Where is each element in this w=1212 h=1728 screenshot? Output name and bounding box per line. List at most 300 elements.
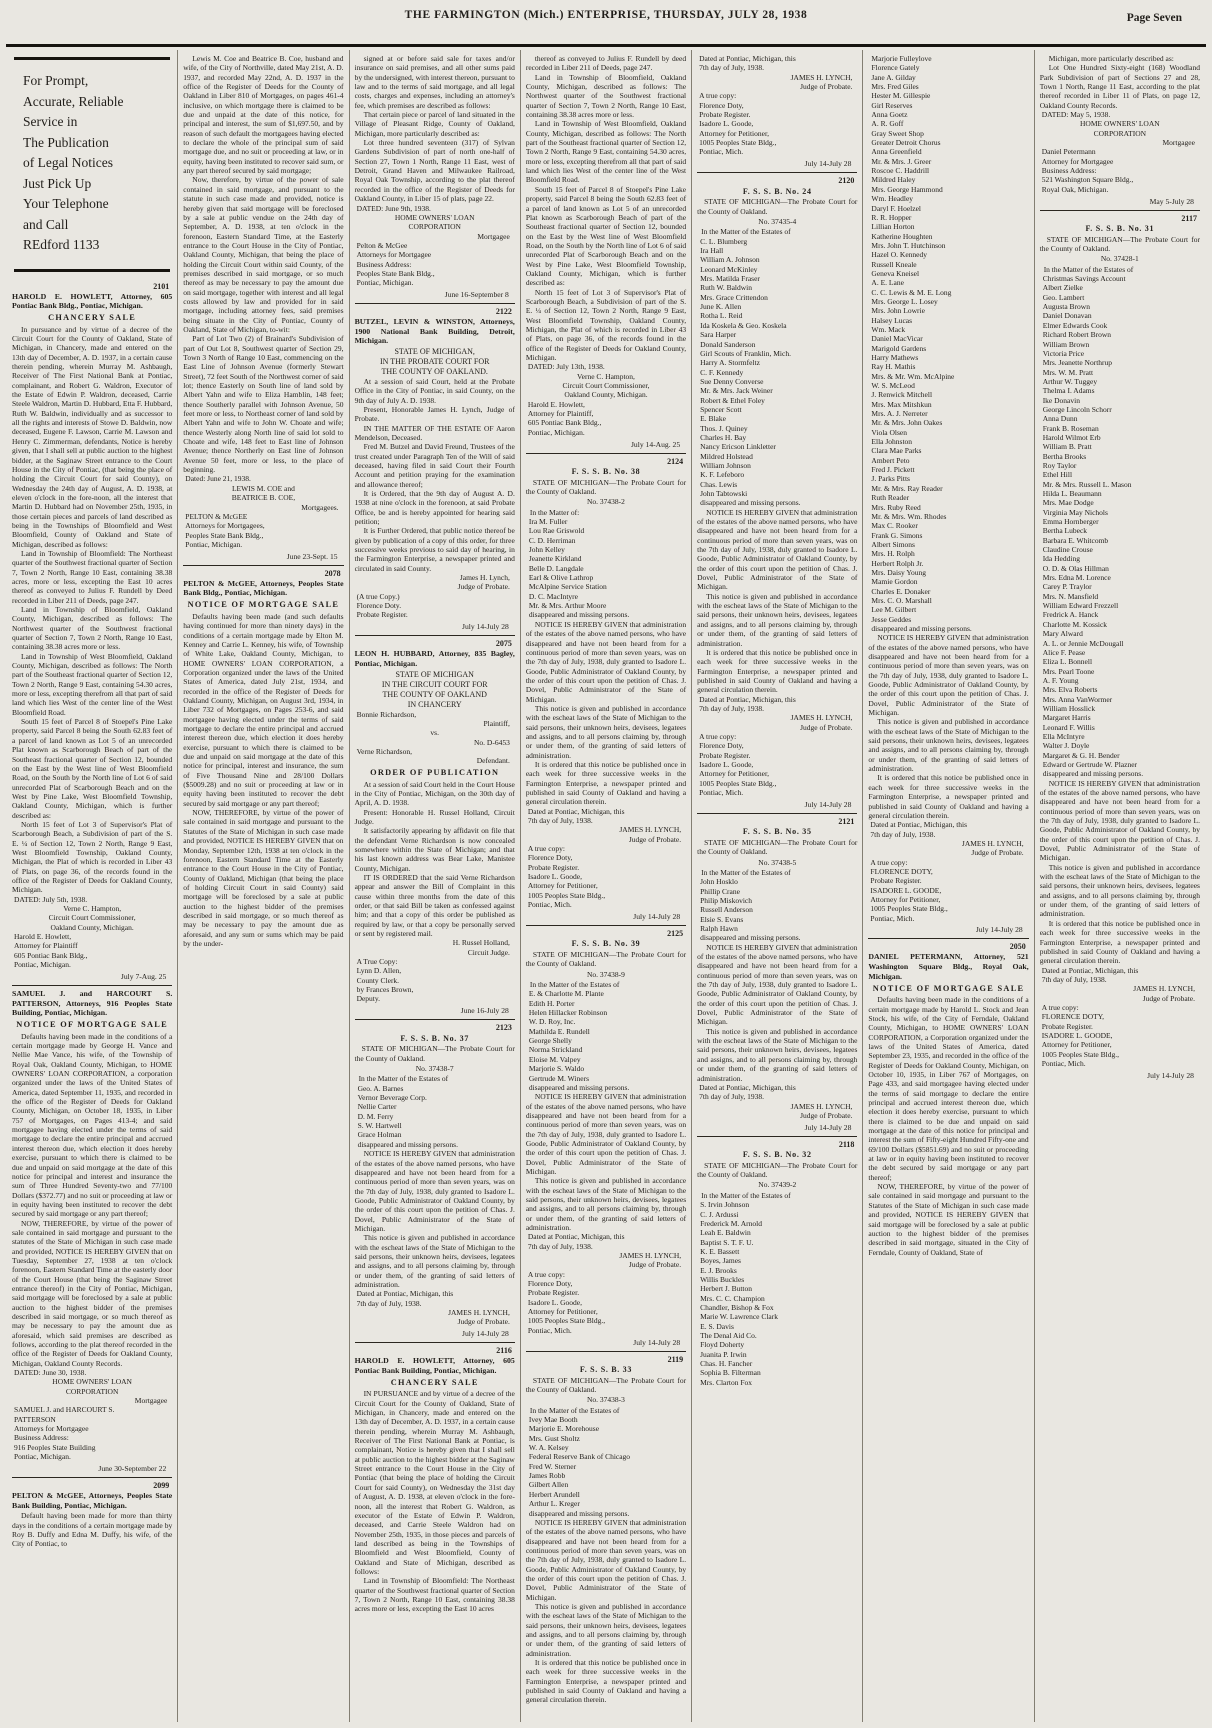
estate-name: Mrs. H. Rolph xyxy=(871,549,915,559)
estate-name: Daniel Donavan xyxy=(1042,311,1092,321)
legal-paragraph: At a session of said Court, held at the Probate Office in the City of Pontiac, in said County, on the 9th day of July A. D. 1938. xyxy=(354,376,515,405)
estate-name: Leonard F. Willis xyxy=(1042,722,1095,732)
signature-line: Circuit Judge. xyxy=(467,947,510,957)
estate-name: Elsie S. Evans xyxy=(700,914,744,924)
run-date: June 16-September 8 xyxy=(444,290,509,300)
legal-paragraph: It is ordered that this notice be published once in each week for three successive weeks in the Farmington Enterprise, a newspaper printed and published in said County of Oakland and having a general circulation therein. xyxy=(1039,918,1200,966)
estate-name: Mr. & Mrs. Jack Weiner xyxy=(700,386,773,396)
estate-list-intro: In the Matter of the Estates of xyxy=(529,1405,620,1415)
signature-line: A true copy: xyxy=(1041,1002,1079,1012)
estate-name: Jane A. Gilday xyxy=(871,72,916,82)
estate-name: A. R. Goff xyxy=(871,119,904,129)
signature-line: Pontiac, Michigan. xyxy=(527,427,585,437)
estate-name: C. L. Blumberg xyxy=(700,236,748,246)
attorney-byline: HAROLD E. HOWLETT, Attorney, 605 Pontiac Bank Building, Pontiac, Michigan. xyxy=(354,1356,515,1375)
estate-name: Geneva Kneisel xyxy=(871,268,920,278)
signature-line: HOME OWNERS' LOAN xyxy=(52,1377,132,1387)
notice-docket-title: F. S. S. B. No. 31 xyxy=(1085,224,1155,234)
signature-line: Dated at Pontiac, Michigan, this xyxy=(356,1289,454,1299)
signature-line: A true copy: xyxy=(699,731,737,741)
estate-name: Mr. & Mrs. Ray Reader xyxy=(871,483,943,493)
notice-docket-title: F. S. S. B. No. 38 xyxy=(571,467,641,477)
legal-paragraph: Part of Lot Two (2) of Brainard's Subdivision of part of Out Lot 8, Southwest quarter of Section 29, Town 3 North of Range 10 East, commencing on the East Line of Johnson Avenue (formerly Stewart Street), 72 feet South of the Northwest corner of said lot; thence Easterly on South line of land sold by Albert Yahn and wife to Eliza Hamblin, 148 feet; thence Southerly parallel with Johnson Avenue, 50 feet more or less, to Northeast corner of land sold by Albert Yahn and wife to John W. Choate and wife; thence Westerly along North line of said lot sold to Choate and wife, 148 feet to East line of Johnson Avenue; thence Northerly on East line of Johnson Avenue 50 feet, more or less, to the place of beginning. xyxy=(183,334,344,475)
run-date: July 14-July 28 xyxy=(804,159,852,169)
estate-name: McAlpine Service Station xyxy=(528,582,607,592)
section-rule xyxy=(697,1136,857,1137)
legal-paragraph: Defaults having been made (and such defaults having continued for more than ninety days) in the conditions of a certain mortgage made by Elton M. Kenney and Carrie L. Kenney, his wife, of Township of White Lake, Oakland County, Michigan, to HOME OWNERS' LOAN CORPORATION, a Corporation organized under the laws of the United States of America, dated July 21st, 1934, and recorded in the office of the Register of Deeds for Oakland County, Michigan, on August 3rd, 1934, in Liber 732 of Mortgages, on Pages 253-6, and said mortgagee having elected under the terms of said mortgage to declare the entire principal and accrued interest thereon due, which election it does hereby exercise, pursuant to which there is claimed to be due and unpaid on said mortgage at the date of this notice for principal, interest and insurance, the sum of Five Thousand Nine and 28/100 Dollars ($5009.28) and no suit or proceeding at law or in equity having been instituted to recover the debt secured by said mortgage or any part thereof; xyxy=(183,611,344,808)
estate-name: Edith H. Porter xyxy=(528,998,575,1008)
section-rule xyxy=(183,565,343,566)
notice-title: ORDER OF PUBLICATION xyxy=(370,768,500,778)
legal-paragraph: Fred M. Butzel and David Freund, Trustees of the trust created under Paragraph Ten of the Will of said deceased, having filed in said Court their Fourth Account and petition praying for the examination and allowance thereof; xyxy=(354,442,515,489)
signature-line: 7th day of July, 1938. xyxy=(699,1092,765,1102)
run-date: July 14-July 28 xyxy=(633,911,681,921)
estate-name: Frank B. Roseman xyxy=(1042,423,1099,433)
attorney-byline: SAMUEL J. and HARCOURT S. PATTERSON, Attorneys, 916 Peoples State Building, Pontiac, Michigan. xyxy=(12,988,173,1018)
signature-line: Deputy. xyxy=(356,994,381,1004)
signature-line: (A true Copy.) xyxy=(356,591,400,601)
estate-name: Ella McIntyre xyxy=(1042,731,1085,741)
estate-name: Hilda L. Beaumann xyxy=(1042,489,1102,498)
estate-name: Mr. & Mrs. Wm. Rhodes xyxy=(871,511,947,521)
estate-name: S. Irvin Johnson xyxy=(700,1200,750,1210)
estate-name: E. Blake xyxy=(700,414,726,424)
legal-paragraph: STATE OF MICHIGAN—The Probate Court for the County of Oakland. xyxy=(525,949,687,969)
missing-persons-line: disappeared and missing persons. xyxy=(1042,769,1144,779)
signature-line: CORPORATION xyxy=(65,1386,119,1396)
run-date: June 23-Sept. 15 xyxy=(286,551,338,561)
missing-persons-line: disappeared and missing persons. xyxy=(700,933,801,943)
estate-name: Chandler, Bishop & Fox xyxy=(700,1302,774,1312)
estate-name: Mr. & Mrs. John Oakes xyxy=(871,418,943,428)
estate-name: Mrs. C. O. Marshall xyxy=(871,595,932,605)
signature-line: Harold E. Howlett, xyxy=(527,399,585,409)
estate-name: Albert Zielke xyxy=(1042,283,1083,293)
estate-name: Katherine Houghten xyxy=(871,231,933,241)
signature-line: Business Address: xyxy=(356,259,412,269)
estate-name: R. R. Hopper xyxy=(871,212,912,222)
estate-name: E. J. Brooks xyxy=(700,1265,737,1275)
estate-name: Claudine Crouse xyxy=(1042,545,1093,555)
estate-name: Floyd Doherty xyxy=(700,1340,745,1350)
estate-name: A. E. Lane xyxy=(871,278,904,288)
signature-line: Circuit Court Commissioner, xyxy=(562,381,650,391)
estate-name: W. A. Kelsey xyxy=(528,1443,569,1453)
estate-name: Bertha Lubeck xyxy=(1042,526,1088,536)
legal-ad-line: The Publication xyxy=(23,134,109,150)
legal-paragraph: South 15 feet of Parcel 8 of Stoepel's Pine Lake property, said Parcel 8 being the South 62.83 feet of a parcel of land known as Lot 5 of an unrecorded Plat known as Scarborough Beach of part of the Southeast fractional quarter of Section 12, bounded on the East by the West line of West Bloomfield Road, on the South by the North line of Lot 6 of said unrecorded Plat of Scarborough Beach and on the West by Pine Lake, West Bloomfield Township, Oakland County, Michigan, which is further described as: xyxy=(12,717,173,820)
estate-name: William Edward Frezzell xyxy=(1042,601,1119,611)
estate-name: Ethel Hill xyxy=(1042,470,1073,480)
signature-line: Dated at Pontiac, Michigan, this xyxy=(527,806,625,816)
estate-name: Robert & Ethel Foley xyxy=(700,395,765,405)
estate-name: Mrs. Grace Crittendon xyxy=(700,292,768,302)
case-number: No. 37438-3 xyxy=(587,1395,625,1405)
signature-line: PATTERSON xyxy=(14,1414,56,1424)
signature-line: 7th day of July, 1938. xyxy=(699,703,765,713)
estate-name: C. F. Kennedy xyxy=(700,367,744,377)
attorney-byline: DANIEL PETERMANN, Attorney, 521 Washington Square Bldg., Royal Oak, Michigan. xyxy=(868,952,1029,981)
signature-line: Pontiac, Mich. xyxy=(699,147,744,157)
signature-line: FLORENCE DOTY, xyxy=(1041,1012,1105,1022)
signature-line: Probate Register. xyxy=(527,1288,580,1298)
legal-paragraph: This notice is given and published in accordance with the escheat laws of the State of Michigan to the said persons, their unknown heirs, devisees, legatees and assigns, and to all persons claiming by, through or under them, of the granting of said letters of administration. xyxy=(354,1233,515,1289)
estate-name: Anna Goetz xyxy=(871,110,908,120)
signature-line: Defendant. xyxy=(476,756,510,766)
legal-paragraph: Present: Honorable H. Russel Holland, Circuit Judge. xyxy=(354,807,515,826)
signature-line: Plaintiff, xyxy=(483,718,510,728)
estate-name: Russell Anderson xyxy=(700,905,753,915)
estate-name: Barbara E. Whitcomb xyxy=(1042,535,1109,545)
estate-name: Baptist S. T. F. U. xyxy=(700,1237,754,1247)
newspaper-column-4 xyxy=(521,50,692,1722)
section-rule xyxy=(1040,210,1200,211)
signature-line: 7th day of July, 1938. xyxy=(1041,974,1107,984)
notice-number: 2122 xyxy=(495,307,512,317)
estate-name: Hester M. Gillespie xyxy=(871,91,931,101)
estate-list-intro: In the Matter of: xyxy=(529,507,580,517)
legal-paragraph: NOTICE IS HEREBY GIVEN that administration of the estates of the above named persons, who have disappeared and have not been heard from for a continuous period of more than seven years, was on the 7th day of July, 1938, duly granted to Isadore L. Goode, Public Administrator of Oakland County, by the order of this court upon the petition of Chas. J. Dovel, Public Administrator of the State of Michigan. xyxy=(354,1149,515,1233)
signature-line: 1005 Peoples State Bldg., xyxy=(699,778,777,788)
estate-name: Federal Reserve Bank of Chicago xyxy=(528,1452,631,1462)
signature-line: Harold E. Howlett, xyxy=(14,932,72,942)
legal-paragraph: Land in Township of Bloomfield, Oakland County, Michigan, described as follows: The Northwest quarter of the Southwest fractional quarter of Section 7, Town 2 North, Range 10 East, containing 38.38 acres more or less. xyxy=(525,72,687,120)
estate-name: Lillian Horton xyxy=(871,222,915,232)
signature-line: Pontiac, Mich. xyxy=(527,900,572,910)
estate-name: Max C. Rooker xyxy=(871,521,918,531)
estate-list-intro: In the Matter of the Estates of xyxy=(529,980,620,990)
signature-line: CORPORATION xyxy=(408,222,461,232)
signature-line: Lynn D. Allen, xyxy=(356,966,402,976)
estate-name: Christmas Savings Account xyxy=(1042,274,1126,284)
estate-name: Mildred Holstead xyxy=(700,451,753,461)
legal-paragraph: STATE OF MICHIGAN—The Probate Court for the County of Oakland. xyxy=(697,1160,858,1180)
estate-name: Gilbert Allen xyxy=(528,1480,569,1490)
missing-persons-line: disappeared and missing persons. xyxy=(871,623,972,633)
signature-line: Attorney for Petitioner, xyxy=(527,881,598,891)
signature-line: Attorney for Petitioner, xyxy=(870,894,941,904)
signature-line: Isadore L. Goode, xyxy=(527,872,582,882)
estate-name: Mathilda E. Rundell xyxy=(528,1026,590,1036)
section-rule xyxy=(355,1019,515,1020)
estate-name: C. J. Ardussi xyxy=(700,1209,739,1219)
signature-line: Probate Register. xyxy=(527,862,580,872)
newspaper-column-6 xyxy=(863,50,1034,1722)
estate-name: Herbert Arundell xyxy=(528,1489,580,1499)
estate-name: June K. Allen xyxy=(700,302,742,312)
estate-name: Harry A. Stormfeltz xyxy=(700,358,760,368)
estate-name: George Shelly xyxy=(528,1036,572,1046)
legal-paragraph: This notice is given and published in accordance with the escheat laws of the State of Michigan to the said persons, their unknown heirs, devisees, legatees and assigns, and to all persons claiming by, through or under them, of the granting of said letters of administration. xyxy=(1039,862,1200,919)
estate-name: Grace Holman xyxy=(357,1130,402,1140)
section-rule xyxy=(526,453,686,454)
estate-name: Fred J. Pickett xyxy=(871,465,915,475)
case-number: No. 37438-5 xyxy=(758,857,797,867)
section-rule xyxy=(868,938,1028,939)
signature-line: DATED: May 5, 1938. xyxy=(1041,110,1111,120)
estate-name: K. E. Bassett xyxy=(700,1246,740,1256)
signature-line: Judge of Probate. xyxy=(800,82,853,92)
estate-name: Hazel O. Kennedy xyxy=(871,250,928,260)
signature-line: Isadore L. Goode, xyxy=(527,1297,582,1307)
notice-docket-title: F. S. S. B. No. 24 xyxy=(742,186,812,196)
estate-name: Marie W. Lawrence Clark xyxy=(700,1312,779,1322)
section-rule xyxy=(355,303,515,304)
signature-line: JAMES H. LYNCH, xyxy=(790,72,853,82)
estate-name: Charles E. Donaker xyxy=(871,586,931,596)
notice-title: NOTICE OF MORTGAGE SALE xyxy=(872,983,1025,993)
notice-number: 2078 xyxy=(324,568,341,578)
run-date: July 14-July 28 xyxy=(633,1337,681,1347)
estate-name: Florence Gately xyxy=(871,63,920,73)
estate-name: James Robb xyxy=(528,1471,566,1481)
signature-line: Florence Doty, xyxy=(699,741,744,751)
run-date: July 14-July 28 xyxy=(462,622,509,632)
notice-title: CHANCERY SALE xyxy=(390,1377,479,1387)
estate-name: Roscoe C. Haddrill xyxy=(871,166,930,176)
signature-line: Verne C. Hampton, xyxy=(577,371,635,381)
estate-name: Chas. H. Fancher xyxy=(700,1359,753,1368)
estate-name: Richard Robert Brown xyxy=(1042,330,1112,340)
legal-paragraph: This notice is given and published in accordance with the escheat laws of the State of Michigan to the said persons, their unknown heirs, devisees, legatees and assigns, and to all persons claiming by, through or under them, of the granting of said letters of administration. xyxy=(697,591,858,648)
estate-name: Eloise M. Valpey xyxy=(528,1054,581,1064)
court-heading-line: THE COUNTY OF OAKLAND. xyxy=(381,366,488,376)
signature-line: County Clerk. xyxy=(356,975,400,985)
legal-paragraph: This notice is given and published in accordance with the escheat laws of the State of Michigan to the said persons, their unknown heirs, devisees, legatees and assigns, and to all persons claiming by, through or under them, of the granting of said letters of administration. xyxy=(525,1176,687,1232)
legal-paragraph: North 15 feet of Lot 3 of Supervisor's Plat of Scarborough Beach, a Subdivision of part of the S. E. ¼ of Section 12, Town 2 North, Range 9 East, West Bloomfield Township, Oakland County, Michigan, the Plat of which is recorded in Liber 43 of Plats, on page 36, of the records found in the office of the Register of Deeds for Oakland County, Michigan. xyxy=(12,819,173,895)
legal-paragraph: North 15 feet of Lot 3 of Supervisor's Plat of Scarborough Beach, a Subdivision of part of the S. E. ¼ of Section 12, Town 2 North, Range 9 East, West Bloomfield Township, Oakland County, Michigan, the Plat of which is recorded in Liber 43 of Plats, on page 36, of the records found in the office of the Register of Deeds for Oakland County, Michigan. xyxy=(525,287,687,362)
legal-paragraph: IN THE MATTER OF THE ESTATE OF Aaron Mendelson, Deceased. xyxy=(354,423,515,442)
estate-name: Mildred Haley xyxy=(871,175,916,185)
signature-line: Pontiac, Mich. xyxy=(527,1325,572,1335)
signature-line: Pontiac, Mich. xyxy=(1041,1058,1086,1068)
signature-line: Dated at Pontiac, Michigan, this xyxy=(870,820,968,830)
legal-paragraph: This notice is given and published in accordance with the escheat laws of the State of Michigan to the said persons, their unknown heirs, devisees, legatees and assigns, and to all persons claiming by, through or under them, of the granting of said letters of administration. xyxy=(868,717,1029,774)
estate-name: Thelma I. Adams xyxy=(1042,386,1095,396)
estate-name: Viola Olsen xyxy=(871,427,907,437)
estate-name: William Brown xyxy=(1042,339,1090,349)
estate-name: Elmer Edwards Cook xyxy=(1042,320,1108,330)
signature-line: James H. Lynch, xyxy=(459,573,510,583)
signature-line: Daniel Petermann xyxy=(1041,147,1096,157)
case-number: No. 37435-4 xyxy=(758,216,797,226)
signature-line: Attorneys for Mortgagees, xyxy=(185,521,265,531)
signature-line: DATED: July 13th, 1938. xyxy=(527,362,605,372)
signature-line: PELTON & McGEE xyxy=(185,511,248,521)
signature-line: by Frances Brown, xyxy=(356,985,414,995)
estate-list-intro: In the Matter of the Estates of xyxy=(701,227,791,237)
estate-name: Leah E. Baldwin xyxy=(700,1228,751,1238)
signature-line: Dated at Pontiac, Michigan, this xyxy=(1041,965,1139,975)
notice-title: NOTICE OF MORTGAGE SALE xyxy=(16,1020,168,1030)
estate-name: Charles H. Bay xyxy=(700,432,747,442)
legal-paragraph: NOTICE IS HEREBY GIVEN that administration of the estates of the above named persons, who have disappeared and have not been heard from for a continuous period of more than seven years, was on the 7th day of July, 1938, duly granted to Isadore L. Goode, Public Administrator of Oakland County, by the order of this court upon the petition of Chas. J. Dovel, Public Administrator of the State of Michigan. xyxy=(525,619,687,704)
legal-paragraph: Michigan, more particularly described as: xyxy=(1048,54,1174,63)
estate-name: Nellie Carter xyxy=(357,1102,397,1112)
estate-name: Mrs. N. Mansfield xyxy=(1042,591,1099,601)
estate-name: Mrs. Ruby Reed xyxy=(871,502,921,512)
estate-name: Donald Sanderson xyxy=(700,339,756,349)
estate-name: Herbert J. Button xyxy=(700,1284,752,1294)
signature-line: Judge of Probate. xyxy=(800,1110,853,1120)
signature-line: 7th day of July, 1938. xyxy=(870,829,936,839)
signature-line: DATED: July 5th, 1938. xyxy=(14,894,88,904)
estate-name: E. S. Davis xyxy=(700,1321,734,1331)
estate-name: Sara Harper xyxy=(700,330,737,340)
signature-line: Mortgagees. xyxy=(301,502,339,512)
signature-line: Judge of Probate. xyxy=(457,582,510,592)
legal-paragraph: It is ordered that this notice be published once in each week for three successive weeks in the Farmington Enterprise, a newspaper printed and published in said County of Oakland and having a general circulation therein. xyxy=(697,647,858,695)
estate-name: Carey P. Traylor xyxy=(1042,582,1092,592)
signature-line: Pontiac, Michigan. xyxy=(14,960,71,970)
signature-line: Dated: June 21, 1938. xyxy=(185,474,251,484)
legal-paragraph: signed at or before said sale for taxes and/or insurance on said premises, and all other sums paid by the undersigned, with interest thereon, pursuant to law and to the terms of said mortgage, and all legal costs, charges and expenses, including an attorney's fee, which premises are described as follows: xyxy=(354,54,515,110)
notice-number: 2124 xyxy=(667,456,684,466)
estate-name: Gray Sweet Shop xyxy=(871,128,924,138)
legal-paragraph: That certain piece or parcel of land situated in the Village of Pleasant Ridge, County of Oakland, Michigan, more particularly described as: xyxy=(354,110,515,138)
signature-line: SAMUEL J. and HARCOURT S. xyxy=(14,1405,115,1415)
estate-name: Mrs. Mae Dodge xyxy=(1042,498,1094,508)
estate-name: Phillip Crane xyxy=(700,886,740,896)
estate-name: William B. Pratt xyxy=(1042,442,1092,452)
section-rule xyxy=(697,172,857,173)
estate-name: D. M. Ferry xyxy=(357,1111,394,1121)
missing-persons-line: disappeared and missing persons. xyxy=(528,1508,630,1518)
notice-number: 2075 xyxy=(495,639,512,649)
estate-name: George Lincoln Schorr xyxy=(1042,404,1112,414)
signature-line: Isadore L. Goode, xyxy=(699,759,754,769)
estate-name: Fredrick A. Hanck xyxy=(1042,610,1099,620)
estate-name: Mr. & Mrs. J. Greer xyxy=(871,156,932,166)
estate-name: Eliza L. Bonnell xyxy=(1042,657,1093,667)
estate-name: Boyes, James xyxy=(700,1256,741,1266)
estate-name: K. F. Lefeboro xyxy=(700,470,745,480)
signature-line: Judge of Probate. xyxy=(1142,993,1195,1003)
estate-name: Jeanette Kirkland xyxy=(528,554,582,564)
estate-name: Mrs. Matilda Fraser xyxy=(700,274,760,284)
estate-name: Harold Wilmot Erb xyxy=(1042,432,1101,442)
legal-paragraph: Default having been made for more than thirty days in the conditions of a certain mortgage made by Roy B. Duffy and Edna M. Duffy, his wife, of the City of Pontiac, to xyxy=(12,1511,173,1549)
signature-line: Probate Register. xyxy=(699,750,751,760)
estate-name: Arthur W. Tuggey xyxy=(1042,376,1098,386)
legal-paragraph: IT IS ORDERED that the said Verne Richardson appear and answer the Bill of Complaint in this cause within three months from the date of this order, or that said Bill be taken as confessed against him; and that a copy of this order be published as required by law, or that a copy be personally served or sent by registered mail. xyxy=(354,873,515,939)
estate-name: Girl Reserves xyxy=(871,100,913,110)
signature-line: Dated at Pontiac, Michigan, this xyxy=(699,54,796,63)
estate-name: Lou Rae Griswold xyxy=(528,526,585,536)
estate-name: Juanita P. Irwin xyxy=(700,1349,747,1359)
signature-line: 1005 Peoples State Bldg., xyxy=(1041,1049,1119,1059)
notice-title: NOTICE OF MORTGAGE SALE xyxy=(187,600,340,610)
signature-line: ISADORE L. GOODE, xyxy=(1041,1030,1113,1040)
notice-docket-title: F. S. S. B. No. 37 xyxy=(400,1033,470,1043)
signature-line: BEATRICE B. COE, xyxy=(231,493,296,503)
signature-line: Oakland County, Michigan. xyxy=(564,390,648,400)
estate-name: Gertrude M. Winers xyxy=(528,1073,590,1083)
newspaper-column-5 xyxy=(692,50,863,1722)
signature-line: 1005 Peoples State Bldg., xyxy=(527,1316,606,1326)
signature-line: CORPORATION xyxy=(1093,128,1147,138)
signature-line: FLORENCE DOTY, xyxy=(870,866,933,876)
missing-persons-line: disappeared and missing persons. xyxy=(700,498,801,508)
section-rule xyxy=(697,813,857,814)
estate-name: Edward or Gertrude W. Plazner xyxy=(1042,759,1138,769)
signature-line: Pontiac, Michigan. xyxy=(185,539,243,549)
signature-line: Attorneys for Mortgagee xyxy=(356,250,432,260)
run-date: June 30-September 22 xyxy=(98,1464,167,1473)
estate-name: John Hosklo xyxy=(700,877,738,887)
estate-name: Ira Hall xyxy=(700,246,724,256)
signature-line: Oakland County, Michigan. xyxy=(50,922,134,932)
estate-name: Mrs. John T. Hutchinson xyxy=(871,240,946,250)
estate-name: Virginia May Nichols xyxy=(1042,507,1108,517)
signature-line: Mortgagee xyxy=(1162,138,1195,148)
legal-paragraph: Land in Township of Bloomfield: The Northeast quarter of the Southwest fractional quarter of Section 7, Town 2 North, Range 10 East, containing 38.38 acres more or less, excepting the East 10 acres xyxy=(354,1576,515,1614)
signature-line: Attorney for Petitioner, xyxy=(527,1307,598,1317)
signature-line: A true copy: xyxy=(870,857,908,867)
signature-line: LEWIS M. COE and xyxy=(231,483,295,493)
signature-line: 7th day of July, 1938. xyxy=(699,63,765,73)
legal-paragraph: NOTICE IS HEREBY GIVEN that administration of the estates of the above named persons, who have disappeared and have not been heard from for a continuous period of more than seven years, was on the 7th day of July, 1938, duly granted to Isadore L. Goode, Public Administrator of Oakland County, by the order of this court upon the petition of Chas. J. Dovel, Public Administrator of the State of Michigan. xyxy=(525,1092,687,1176)
estate-name: Anna Greenfield xyxy=(871,147,922,157)
newspaper-column-1 xyxy=(7,50,178,1722)
estate-name: Augusta Brown xyxy=(1042,302,1090,312)
signature-line: JAMES H. LYNCH, xyxy=(790,1101,853,1111)
legal-paragraph: STATE OF MICHIGAN—The Probate Court for the County of Oakland. xyxy=(525,1375,687,1394)
estate-name: Helen Hillacker Robinson xyxy=(528,1008,608,1018)
legal-paragraph: Now, therefore, by virtue of the power of sale contained in said mortgage, and pursuant to the statute in such case made and provided, notice is hereby given that said mortgage will be foreclosed by a sale at public vendue on the 24th day of September, A. D. 1938, at ten o'clock in the forenoon, Eastern Standard Time, at the Easterly entrance to the Court House in the City of Pontiac, Oakland County, Michigan, that being the place of holding the Circuit Court within said County, of the premises described in said mortgage, or so much thereof as may be necessary to pay the amount due on said mortgage, together with interest and all legal costs allowed by law and provided for in said mortgage, including attorney fees, said premises being situate in the City of Pontiac, County of Oakland, State of Michigan, to-wit: xyxy=(183,175,344,334)
estate-name: W. S. McLeod xyxy=(871,381,915,391)
estate-name: Frank G. Simons xyxy=(871,530,923,540)
notice-docket-title: F. S. S. B. No. 39 xyxy=(571,939,641,949)
missing-persons-line: disappeared and missing persons. xyxy=(528,610,630,620)
estate-name: Mrs. Max Mitshkun xyxy=(871,399,932,409)
signature-line: Probate Register. xyxy=(699,110,751,120)
estate-name: Ray H. Mathis xyxy=(871,362,916,372)
legal-paragraph: Lewis M. Coe and Beatrice B. Coe, husband and wife, of the City of Northville, dated May 21st, A. D. 1937, and recorded May 22nd, A. D. 1937 in the office of the Register of Deeds for the County of Oakland in Liber 810 of Mortgages, on pages 461-4 inclusive, on which mortgage there is claimed to be due and unpaid at the date of this notice, for principal and interest, the sum of $1,697.50, and by reason of such default the mortgagees having elected to declare the whole of the principal sum of said mortgage due, and no suit or proceeding at law, or in equity, having been instituted to recover said sum, or any part thereof secured by said mortgage; xyxy=(183,54,344,176)
legal-ad-line: REdford 1133 xyxy=(23,237,100,252)
estate-name: Nancy Ericson Linkletter xyxy=(700,442,776,452)
legal-ad-line: For Prompt, xyxy=(23,73,89,88)
estate-name: Ruth Reader xyxy=(871,493,910,503)
estate-name: Mrs. & Mr. Wm. McAlpine xyxy=(871,371,955,381)
estate-name: Mrs. Jeanette Northrup xyxy=(1042,358,1113,368)
signature-line: JAMES H. LYNCH, xyxy=(619,825,682,835)
legal-paragraph: Present, Honorable James H. Lynch, Judge of Probate. xyxy=(354,404,515,424)
estate-name: Mrs. John Lowrie xyxy=(871,306,925,316)
signature-line: JAMES H. LYNCH, xyxy=(1133,984,1195,994)
legal-paragraph: Land in Township of West Bloomfield, Oakland County, Michigan, described as follows: The North part of the Southeast fractional quarter of Section 12, Town 2 North, Range 9 East, containing 54.30 acres, more or less, excepting therefrom all that part of said land which lies West of the center line of the West Bloomfield Road. xyxy=(525,119,687,185)
signature-line: Judge of Probate. xyxy=(457,1317,510,1327)
estate-list-intro: In the Matter of the Estates of xyxy=(1043,264,1134,274)
estate-name: A. F. Young xyxy=(1042,675,1079,685)
legal-paragraph: This notice is given and published in accordance with the escheat laws of the State of Michigan to the said persons, their unknown heirs, devisees, legatees and assigns, and to all persons claiming by, through or under them, of the granting of said letters of administration. xyxy=(697,1026,858,1083)
estate-name: Lee M. Gilbert xyxy=(871,605,917,615)
signature-line: Attorneys for Mortgagee xyxy=(14,1424,89,1434)
estate-name: Mrs. Fred Giles xyxy=(871,82,919,92)
signature-line: Peoples State Bank Bldg., xyxy=(356,268,435,278)
section-rule xyxy=(355,635,515,636)
signature-line: No. D-6453 xyxy=(474,737,510,747)
estate-name: Mrs. Daisy Young xyxy=(871,567,927,577)
estate-name: C. C. Lewis & M. E. Long xyxy=(871,287,952,297)
estate-name: Wm. Mack xyxy=(871,324,906,334)
estate-name: Charlotte M. Kossick xyxy=(1042,619,1108,629)
run-date: July 14-July 28 xyxy=(462,1329,509,1339)
estate-name: Marjorie Fulleylove xyxy=(871,54,932,63)
estate-name: Ivey Mae Booth xyxy=(528,1415,578,1425)
estate-name: Mrs. Elva Roberts xyxy=(1042,685,1098,695)
estate-name: Ralph Hawn xyxy=(700,924,738,933)
